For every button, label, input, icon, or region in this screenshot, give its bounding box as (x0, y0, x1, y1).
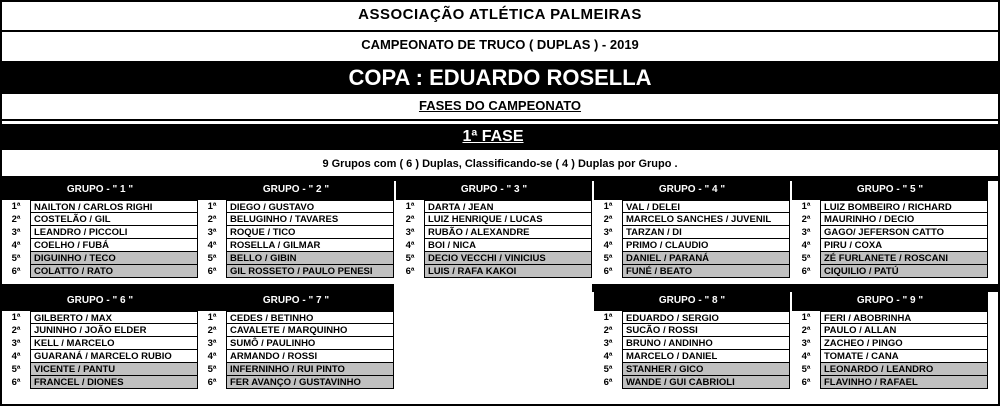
position-label: 6ª (207, 377, 217, 388)
pair-name: FER AVANÇO / GUSTAVINHO (226, 376, 394, 389)
pair-name: BOI / NICA (424, 239, 592, 252)
group-1 (2, 181, 198, 278)
divider (2, 30, 998, 32)
table-row (792, 239, 988, 252)
group-title: GRUPO - " 4 " (594, 181, 790, 200)
pair-name: MARCELO / DANIEL (622, 350, 790, 363)
group-2 (198, 181, 394, 278)
position-label: 4ª (603, 240, 613, 251)
pair-name: COLATTO / RATO (30, 265, 198, 278)
position-label: 5ª (11, 364, 21, 375)
group-6 (2, 292, 198, 389)
pair-name: ZACHEO / PINGO (820, 337, 988, 350)
table-row (2, 213, 198, 226)
position-label: 6ª (603, 266, 613, 277)
pair-name: LEONARDO / LEANDRO (820, 363, 988, 376)
position-label: 1ª (801, 201, 811, 212)
table-row (198, 363, 394, 376)
table-row (594, 200, 790, 213)
pair-name: EDUARDO / SERGIO (622, 311, 790, 324)
group-3 (396, 181, 592, 278)
pair-name: TOMATE / CANA (820, 350, 988, 363)
position-label: 6ª (801, 266, 811, 277)
table-row (198, 311, 394, 324)
position-label: 6ª (207, 266, 217, 277)
table-row (792, 311, 988, 324)
pair-name: FERI / ABOBRINHA (820, 311, 988, 324)
table-row (792, 252, 988, 265)
table-row (792, 337, 988, 350)
table-row (198, 200, 394, 213)
table-row (2, 337, 198, 350)
pair-name: VICENTE / PANTU (30, 363, 198, 376)
table-row (2, 376, 198, 389)
pair-name: LUIZ HENRIQUE / LUCAS (424, 213, 592, 226)
table-row (792, 350, 988, 363)
position-label: 6ª (603, 377, 613, 388)
pair-name: MARCELO SANCHES / JUVENIL (622, 213, 790, 226)
table-row (198, 226, 394, 239)
pair-name: CEDES / BETINHO (226, 311, 394, 324)
position-label: 4ª (11, 351, 21, 362)
table-row (792, 213, 988, 226)
position-label: 3ª (207, 227, 217, 238)
position-label: 3ª (603, 338, 613, 349)
pair-name: NAILTON / CARLOS RIGHI (30, 200, 198, 213)
pair-name: SUCÃO / ROSSI (622, 324, 790, 337)
position-label: 2ª (11, 214, 21, 225)
pair-name: LUIS / RAFA KAKOI (424, 265, 592, 278)
group-title: GRUPO - " 2 " (198, 181, 394, 200)
table-row (2, 350, 198, 363)
pair-name: LUIZ BOMBEIRO / RICHARD (820, 200, 988, 213)
pair-name: BRUNO / ANDINHO (622, 337, 790, 350)
position-label: 2ª (801, 214, 811, 225)
position-label: 4ª (11, 240, 21, 251)
table-row (198, 376, 394, 389)
group-9 (792, 292, 988, 389)
group-5 (792, 181, 988, 278)
position-label: 4ª (207, 351, 217, 362)
table-row (396, 213, 592, 226)
table-row (198, 252, 394, 265)
position-label: 3ª (11, 227, 21, 238)
pair-name: ROSELLA / GILMAR (226, 239, 394, 252)
position-label: 2ª (11, 325, 21, 336)
position-label: 5ª (801, 364, 811, 375)
position-label: 1ª (11, 312, 21, 323)
pair-name: GIL ROSSETO / PAULO PENESI (226, 265, 394, 278)
table-row (396, 226, 592, 239)
pair-name: COELHO / FUBÁ (30, 239, 198, 252)
group-8 (594, 292, 790, 389)
table-row (594, 252, 790, 265)
pair-name: LEANDRO / PICCOLI (30, 226, 198, 239)
table-row (594, 265, 790, 278)
position-label: 4ª (405, 240, 415, 251)
table-row (594, 311, 790, 324)
table-row (594, 363, 790, 376)
position-label: 3ª (405, 227, 415, 238)
pair-name: CAVALETE / MARQUINHO (226, 324, 394, 337)
pair-name: MAURINHO / DECIO (820, 213, 988, 226)
table-row (792, 265, 988, 278)
position-label: 6ª (405, 266, 415, 277)
position-label: 1ª (207, 312, 217, 323)
position-label: 3ª (207, 338, 217, 349)
position-label: 3ª (11, 338, 21, 349)
position-label: 4ª (603, 351, 613, 362)
position-label: 1ª (207, 201, 217, 212)
table-row (792, 376, 988, 389)
position-label: 2ª (603, 214, 613, 225)
pair-name: GUARANÁ / MARCELO RUBIO (30, 350, 198, 363)
pair-name: PRIMO / CLAUDIO (622, 239, 790, 252)
pair-name: TARZAN / DI (622, 226, 790, 239)
table-row (594, 350, 790, 363)
group-title: GRUPO - " 6 " (2, 292, 198, 311)
pair-name: PIRU / COXA (820, 239, 988, 252)
cup-title: COPA : EDUARDO ROSELLA (2, 61, 998, 94)
position-label: 2ª (405, 214, 415, 225)
pair-name: INFERNINHO / RUI PINTO (226, 363, 394, 376)
table-row (2, 311, 198, 324)
position-label: 2ª (207, 325, 217, 336)
position-label: 1ª (11, 201, 21, 212)
group-4 (594, 181, 790, 278)
position-label: 4ª (207, 240, 217, 251)
table-row (792, 200, 988, 213)
table-row (396, 252, 592, 265)
position-label: 4ª (801, 240, 811, 251)
pair-name: JUNINHO / JOÃO ELDER (30, 324, 198, 337)
group-title: GRUPO - " 8 " (594, 292, 790, 311)
pair-name: DIEGO / GUSTAVO (226, 200, 394, 213)
position-label: 2ª (207, 214, 217, 225)
table-row (594, 213, 790, 226)
group-row-separator (2, 284, 394, 292)
position-label: 2ª (603, 325, 613, 336)
table-row (2, 265, 198, 278)
pair-name: ROQUE / TICO (226, 226, 394, 239)
position-label: 5ª (603, 253, 613, 264)
table-row (198, 337, 394, 350)
table-row (2, 226, 198, 239)
championship-title: CAMPEONATO DE TRUCO ( DUPLAS ) - 2019 (361, 37, 639, 52)
phases-title-text: FASES DO CAMPEONATO (418, 98, 582, 113)
pair-name: KELL / MARCELO (30, 337, 198, 350)
position-label: 5ª (207, 253, 217, 264)
position-label: 3ª (603, 227, 613, 238)
pair-name: DARTA / JEAN (424, 200, 592, 213)
pair-name: CIQUILIO / PATÚ (820, 265, 988, 278)
table-row (792, 324, 988, 337)
group-title: GRUPO - " 7 " (198, 292, 394, 311)
table-row (792, 363, 988, 376)
position-label: 6ª (801, 377, 811, 388)
pair-name: STANHER / GICO (622, 363, 790, 376)
table-row (198, 239, 394, 252)
table-row (2, 252, 198, 265)
pair-name: PAULO / ALLAN (820, 324, 988, 337)
table-row (594, 226, 790, 239)
club-title: ASSOCIAÇÃO ATLÉTICA PALMEIRAS (358, 6, 642, 23)
position-label: 5ª (207, 364, 217, 375)
position-label: 3ª (801, 227, 811, 238)
group-7 (198, 292, 394, 389)
group-title: GRUPO - " 5 " (792, 181, 988, 200)
pair-name: RUBÃO / ALEXANDRE (424, 226, 592, 239)
table-row (396, 239, 592, 252)
table-row (198, 213, 394, 226)
pair-name: WANDE / GUI CABRIOLI (622, 376, 790, 389)
group-title: GRUPO - " 3 " (396, 181, 592, 200)
pair-name: DANIEL / PARANÁ (622, 252, 790, 265)
table-row (396, 200, 592, 213)
table-row (594, 239, 790, 252)
pair-name: GAGO/ JEFERSON CATTO (820, 226, 988, 239)
phase-info: 9 Grupos com ( 6 ) Duplas, Classificando-se ( 4 ) Duplas por Grupo . (322, 158, 678, 170)
position-label: 3ª (801, 338, 811, 349)
position-label: 1ª (801, 312, 811, 323)
pair-name: GILBERTO / MAX (30, 311, 198, 324)
position-label: 5ª (603, 364, 613, 375)
table-row (792, 226, 988, 239)
pair-name: BELLO / GIBIN (226, 252, 394, 265)
position-label: 1ª (405, 201, 415, 212)
group-title: GRUPO - " 1 " (2, 181, 198, 200)
position-label: 1ª (603, 312, 613, 323)
table-row (396, 265, 592, 278)
table-row (594, 324, 790, 337)
table-row (198, 324, 394, 337)
position-label: 5ª (11, 253, 21, 264)
table-row (198, 350, 394, 363)
table-row (198, 265, 394, 278)
phase-title: 1ª FASE (462, 128, 524, 145)
position-label: 6ª (11, 377, 21, 388)
pair-name: ZÉ FURLANETE / ROSCANI (820, 252, 988, 265)
table-row (2, 200, 198, 213)
group-row-separator (592, 284, 998, 292)
position-label: 5ª (801, 253, 811, 264)
position-label: 4ª (801, 351, 811, 362)
table-row (2, 239, 198, 252)
pair-name: DIGUINHO / TECO (30, 252, 198, 265)
table-row (594, 337, 790, 350)
pair-name: FRANCEL / DIONES (30, 376, 198, 389)
pair-name: FUNÉ / BEATO (622, 265, 790, 278)
table-row (2, 324, 198, 337)
divider (2, 119, 998, 121)
position-label: 6ª (11, 266, 21, 277)
pair-name: BELUGINHO / TAVARES (226, 213, 394, 226)
pair-name: VAL / DELEI (622, 200, 790, 213)
pair-name: COSTELÃO / GIL (30, 213, 198, 226)
position-label: 5ª (405, 253, 415, 264)
table-row (2, 363, 198, 376)
position-label: 1ª (603, 201, 613, 212)
phases-title (2, 98, 998, 113)
table-row (594, 376, 790, 389)
group-title: GRUPO - " 9 " (792, 292, 988, 311)
pair-name: SUMÔ / PAULINHO (226, 337, 394, 350)
pair-name: FLAVINHO / RAFAEL (820, 376, 988, 389)
pair-name: ARMANDO / ROSSI (226, 350, 394, 363)
pair-name: DECIO VECCHI / VINICIUS (424, 252, 592, 265)
position-label: 2ª (801, 325, 811, 336)
